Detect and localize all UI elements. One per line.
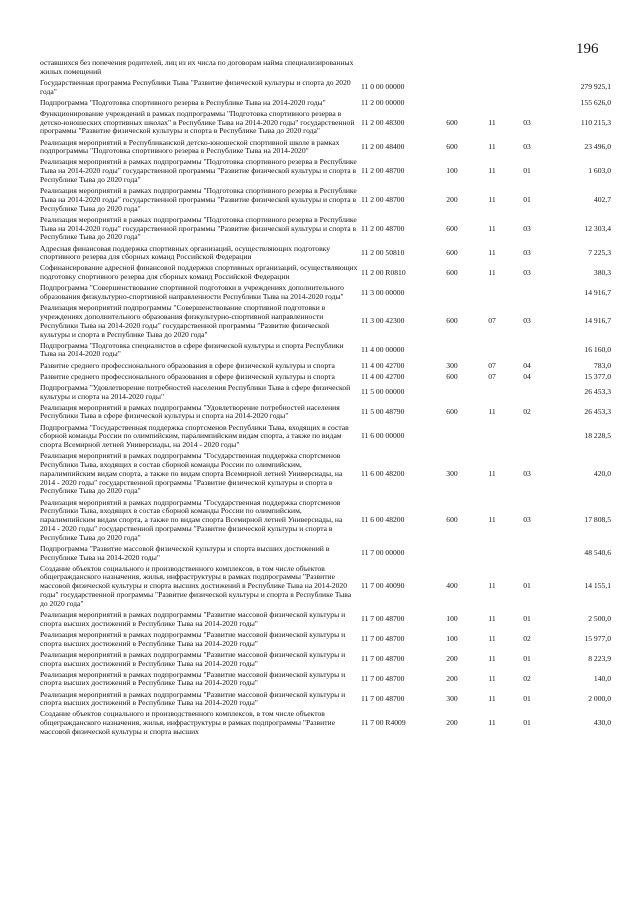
row-section: 11 bbox=[488, 515, 496, 525]
row-code: 11 2 00 48700 bbox=[361, 223, 405, 233]
table-row bbox=[39, 361, 612, 372]
table-row bbox=[39, 650, 612, 670]
row-subsection: 01 bbox=[523, 581, 531, 591]
row-subsection: 01 bbox=[523, 693, 531, 703]
row-code: 11 2 00 00000 bbox=[361, 97, 405, 107]
row-subsection bbox=[510, 341, 544, 361]
row-code: 11 0 00 00000 bbox=[361, 82, 405, 92]
table-row bbox=[39, 109, 612, 138]
row-subsection: 02 bbox=[523, 407, 531, 417]
row-amount: 110 215,3 bbox=[580, 117, 611, 127]
row-description: Подпрограмма "Совершенствование спортивной подготовки в учреждениях дополнительного образования физкультурно-спортивной направленности Республики Тыва на 2014-2020 годы" bbox=[40, 283, 344, 302]
row-amount: 783,0 bbox=[593, 360, 611, 370]
row-description: Реализация мероприятий в рамках подпрограммы "Подготовка спортивного резерва в Республике Тыва на 2014-2020 годы" государственной программы "Развитие физической культуры и спорта в Республике Тыва до 2020 года" bbox=[40, 214, 357, 242]
row-section: 11 bbox=[488, 614, 496, 624]
row-section: 07 bbox=[488, 360, 496, 370]
row-amount: 380,3 bbox=[593, 267, 611, 277]
row-amount: 140,0 bbox=[593, 674, 611, 684]
row-amount: 18 228,5 bbox=[584, 431, 611, 441]
row-section: 11 bbox=[488, 194, 496, 204]
row-section bbox=[474, 58, 510, 78]
row-description: Подпрограмма "Подготовка специалистов в сфере физической культуры и спорта Республики Тыва на 2014-2020 годы" bbox=[40, 340, 344, 359]
table-row bbox=[39, 138, 612, 158]
row-subsection bbox=[510, 98, 544, 109]
row-subsection: 03 bbox=[523, 267, 531, 277]
row-subsection bbox=[510, 58, 544, 78]
row-subsection: 03 bbox=[523, 247, 531, 257]
row-description: Развитие среднего профессионального образования в сфере физической культуры и спорта bbox=[40, 360, 335, 370]
row-amount: 420,0 bbox=[593, 468, 611, 478]
row-section bbox=[474, 341, 510, 361]
row-amount: 14 916,7 bbox=[584, 316, 611, 326]
row-amount: 17 808,5 bbox=[584, 515, 611, 525]
row-code: 11 6 00 48200 bbox=[361, 468, 405, 478]
row-section: 11 bbox=[488, 141, 496, 151]
row-subsection: 03 bbox=[523, 117, 531, 127]
row-description: Реализация мероприятий в Республиканской детско-юношеской спортивной школе в рамках подпрограммы "Подготовка спортивного резерва в Республике Тыва на 2014-2020" bbox=[40, 137, 340, 156]
row-amount: 402,7 bbox=[593, 194, 611, 204]
row-description: Реализация мероприятий в рамках подпрограммы "Государственная поддержка спортсменов Республики Тыва, входящих в состав сборной команды России по олимпийским, паралимпийским видам спорта, а также по видам спорта Всемирной летней Универсиады, на 2014 - 2020 годы" государственной программы "Развитие физической культуры и спорта в Республике Тыва до 2020 года" bbox=[40, 451, 343, 496]
row-section: 11 bbox=[488, 674, 496, 684]
row-subsection: 03 bbox=[523, 223, 531, 233]
row-amount: 23 496,0 bbox=[584, 141, 611, 151]
row-code: 11 2 00 48700 bbox=[361, 166, 405, 176]
row-expense-type bbox=[430, 78, 474, 98]
row-expense-type bbox=[430, 544, 474, 564]
row-expense-type bbox=[430, 283, 474, 303]
row-amount: 7 225,3 bbox=[588, 247, 611, 257]
row-description: Реализация мероприятий в рамках подпрограммы "Удовлетворение потребностей населения Республики Тыва в сфере физической культуры и спорта на 2014-2020 годы" bbox=[40, 402, 340, 421]
table-row bbox=[39, 186, 612, 215]
table-row bbox=[39, 372, 612, 383]
row-expense-type: 600 bbox=[446, 316, 458, 326]
row-amount: 2 500,0 bbox=[588, 614, 611, 624]
row-subsection bbox=[510, 544, 544, 564]
row-code: 11 7 00 48700 bbox=[361, 654, 405, 664]
row-code: 11 4 00 42700 bbox=[361, 371, 405, 381]
row-amount bbox=[544, 58, 612, 78]
row-expense-type: 200 bbox=[446, 674, 458, 684]
row-amount: 48 540,6 bbox=[584, 548, 611, 558]
row-code: 11 3 00 00000 bbox=[361, 287, 405, 297]
row-description: Функционирование учреждений в рамках подпрограммы "Подготовка спортивного резерва в детско-юношеских спортивных школах" в Республике Тыва на 2014-2020 годы" государственной программы "Развитие физической культуры и спорта в Республике Тыва до 2020 года" bbox=[40, 108, 355, 136]
table-row bbox=[39, 58, 612, 78]
row-amount: 26 453,3 bbox=[584, 387, 611, 397]
row-amount: 155 626,0 bbox=[580, 97, 611, 107]
row-subsection: 03 bbox=[523, 316, 531, 326]
row-subsection: 01 bbox=[523, 614, 531, 624]
row-description: Создание объектов социального и производственного комплексов, в том числе объектов общегражданского назначения, жилья, инфраструктуры в рамках подпрограммы "Развитие массовой физической культуры и спорта высших bbox=[40, 709, 335, 736]
row-description: Реализация мероприятий в рамках подпрограммы "Развитие массовой физической культуры и спорта высших достижений в Республике Тыва на 2014-2020 годы" bbox=[40, 629, 346, 648]
row-subsection bbox=[510, 383, 544, 403]
table-row bbox=[39, 244, 612, 264]
table-row bbox=[39, 670, 612, 690]
row-code: 11 2 00 R0810 bbox=[361, 267, 406, 277]
table-row bbox=[39, 610, 612, 630]
row-section bbox=[474, 383, 510, 403]
row-amount: 1 603,0 bbox=[588, 166, 611, 176]
row-code: 11 4 00 00000 bbox=[361, 345, 405, 355]
row-subsection bbox=[510, 78, 544, 98]
row-section: 11 bbox=[488, 247, 496, 257]
row-code: 11 5 00 00000 bbox=[361, 387, 405, 397]
row-subsection: 01 bbox=[523, 718, 531, 728]
row-expense-type: 200 bbox=[446, 718, 458, 728]
page-number: 196 bbox=[576, 41, 599, 57]
row-subsection: 01 bbox=[523, 194, 531, 204]
row-expense-type: 100 bbox=[446, 166, 458, 176]
row-expense-type: 100 bbox=[446, 634, 458, 644]
row-expense-type: 600 bbox=[446, 117, 458, 127]
row-section bbox=[474, 78, 510, 98]
row-expense-type: 600 bbox=[446, 223, 458, 233]
row-description: Реализация мероприятий в рамках подпрограммы "Развитие массовой физической культуры и спорта высших достижений в Республике Тыва на 2014-2020 годы" bbox=[40, 609, 346, 628]
row-description: Реализация мероприятий в рамках подпрограммы "Развитие массовой физической культуры и спорта высших достижений в Республике Тыва на 2014-2020 годы" bbox=[40, 649, 346, 668]
row-description: Адресная финансовая поддержка спортивных организаций, осуществляющих подготовку спортивного резерва для сборных команд Российской Федерации bbox=[40, 243, 331, 262]
row-expense-type: 600 bbox=[446, 267, 458, 277]
row-description: Реализация мероприятий в рамках подпрограммы "Подготовка спортивного резерва в Республике Тыва на 2014-2020 годы" государственной программы "Развитие физической культуры и спорта в Республике Тыва до 2020 года" bbox=[40, 157, 357, 185]
row-expense-type: 600 bbox=[446, 141, 458, 151]
budget-table-body bbox=[39, 58, 612, 738]
row-subsection: 03 bbox=[523, 141, 531, 151]
row-expense-type: 100 bbox=[446, 614, 458, 624]
row-expense-type bbox=[430, 98, 474, 109]
row-subsection: 04 bbox=[523, 371, 531, 381]
row-section: 07 bbox=[488, 316, 496, 326]
table-row bbox=[39, 263, 612, 283]
row-description: Реализация мероприятий в рамках подпрограммы "Подготовка спортивного резерва в Республике Тыва на 2014-2020 годы" государственной программы "Развитие физической культуры и спорта в Республике Тыва до 2020 года" bbox=[40, 186, 357, 213]
row-code: 11 2 00 48700 bbox=[361, 194, 405, 204]
row-subsection: 03 bbox=[523, 515, 531, 525]
row-code: 11 7 00 40090 bbox=[361, 581, 405, 591]
row-description: Создание объектов социального и производственного комплексов, в том числе объектов общегражданского назначения, жилья, инфраструктуры в рамках подпрограммы "Развитие массовой физической культуры и спорта высших достижений в Республике Тыва на 2014-2020 годы" государственной программы "Развитие физической культуры и спорта в Республике Тыва до 2020 года" bbox=[40, 563, 352, 608]
row-description: Подпрограмма "Государственная поддержка спортсменов Республики Тыва, входящих в состав сборной команды России по олимпийским, паралимпийским видам спорта, а также по видам спорта Всемирной летней Универсиады, на 2014 - 2020 годы" bbox=[40, 422, 349, 450]
table-row bbox=[39, 544, 612, 564]
row-description: Реализация мероприятий подпрограммы "Совершенствование спортивной подготовки в учреждениях дополнительного образования физкультурно-спортивной направленности Республики Тыва на 2014-2020 годы" государственной программы "Развитие физической культуры и спорта в Республике Тыва до 2020 года" bbox=[40, 303, 330, 339]
row-amount: 16 160,0 bbox=[584, 345, 611, 355]
row-code bbox=[360, 58, 430, 78]
row-expense-type: 300 bbox=[446, 693, 458, 703]
row-expense-type: 600 bbox=[446, 515, 458, 525]
table-row bbox=[39, 451, 612, 497]
table-row bbox=[39, 283, 612, 303]
row-code: 11 2 00 50810 bbox=[361, 247, 405, 257]
row-description: Реализация мероприятий в рамках подпрограммы "Развитие массовой физической культуры и спорта высших достижений в Республике Тыва на 2014-2020 годы" bbox=[40, 689, 346, 708]
table-row bbox=[39, 709, 612, 738]
row-section bbox=[474, 98, 510, 109]
row-section: 11 bbox=[488, 267, 496, 277]
row-code: 11 7 00 48700 bbox=[361, 693, 405, 703]
row-section: 11 bbox=[488, 166, 496, 176]
row-section: 07 bbox=[488, 371, 496, 381]
row-section bbox=[474, 544, 510, 564]
row-code: 11 7 00 48700 bbox=[361, 674, 405, 684]
row-amount: 14 155,1 bbox=[584, 581, 611, 591]
row-expense-type: 200 bbox=[446, 194, 458, 204]
table-row bbox=[39, 157, 612, 186]
table-row bbox=[39, 98, 612, 109]
row-code: 11 4 00 42700 bbox=[361, 360, 405, 370]
row-section bbox=[474, 423, 510, 452]
row-amount: 2 000,0 bbox=[588, 693, 611, 703]
row-description: Подпрограмма "Удовлетворение потребностей населения Республики Тыва в сфере физической культуры и спорта на 2014-2020 годы" bbox=[40, 382, 351, 401]
row-description: Реализация мероприятий в рамках подпрограммы "Развитие массовой физической культуры и спорта высших достижений в Республике Тыва на 2014-2020 годы" bbox=[40, 669, 346, 688]
row-expense-type: 200 bbox=[446, 654, 458, 664]
row-section: 11 bbox=[488, 693, 496, 703]
row-amount: 8 223,9 bbox=[588, 654, 611, 664]
row-description: Развитие среднего профессионального образования в сфере физической культуры и спорта bbox=[40, 371, 335, 381]
row-section: 11 bbox=[488, 117, 496, 127]
row-amount: 15 377,0 bbox=[584, 371, 611, 381]
row-subsection: 03 bbox=[523, 468, 531, 478]
table-row bbox=[39, 690, 612, 710]
table-row bbox=[39, 215, 612, 244]
row-subsection: 01 bbox=[523, 654, 531, 664]
table-row bbox=[39, 564, 612, 610]
row-expense-type bbox=[430, 58, 474, 78]
row-description: Реализация мероприятий в рамках подпрограммы "Государственная поддержка спортсменов Республики Тыва, входящих в состав сборной команды России по олимпийским, паралимпийским видам спорта, а также по видам спорта Всемирной летней Универсиады, на 2014 - 2020 годы" государственной программы "Развитие физической культуры и спорта в Республике Тыва до 2020 года" bbox=[40, 497, 343, 542]
row-subsection bbox=[510, 283, 544, 303]
row-amount: 26 453,3 bbox=[584, 407, 611, 417]
row-description: Софинансирование адресной финансовой поддержки спортивных организаций, осуществляющих подготовку спортивного резерва для сборных команд Российской Федерации bbox=[40, 263, 358, 282]
row-description: оставшихся без попечения родителей, лиц из их числа по договорам найма специализированных жилых помещений bbox=[40, 58, 354, 76]
row-expense-type: 600 bbox=[446, 407, 458, 417]
row-amount: 14 916,7 bbox=[584, 287, 611, 297]
row-expense-type: 300 bbox=[446, 468, 458, 478]
table-row bbox=[39, 303, 612, 340]
table-row bbox=[39, 383, 612, 403]
row-description: Подпрограмма "Подготовка спортивного резерва в Республике Тыва на 2014-2020 годы" bbox=[40, 97, 326, 107]
row-subsection: 02 bbox=[523, 674, 531, 684]
row-description: Подпрограмма "Развитие массовой физической культуры и спорта высших достижений в Республике Тыва на 2014-2020 годы" bbox=[40, 543, 330, 562]
row-expense-type: 400 bbox=[446, 581, 458, 591]
row-section: 11 bbox=[488, 407, 496, 417]
row-section: 11 bbox=[488, 718, 496, 728]
row-amount: 15 977,0 bbox=[584, 634, 611, 644]
row-code: 11 7 00 48700 bbox=[361, 614, 405, 624]
row-expense-type: 600 bbox=[446, 247, 458, 257]
row-subsection: 01 bbox=[523, 166, 531, 176]
row-code: 11 2 00 48400 bbox=[361, 141, 405, 151]
row-section: 11 bbox=[488, 223, 496, 233]
table-row bbox=[39, 498, 612, 544]
row-code: 11 7 00 48700 bbox=[361, 634, 405, 644]
row-code: 11 7 00 R4009 bbox=[361, 718, 406, 728]
row-expense-type bbox=[430, 341, 474, 361]
row-section: 11 bbox=[488, 581, 496, 591]
row-code: 11 7 00 00000 bbox=[361, 548, 405, 558]
row-expense-type: 300 bbox=[446, 360, 458, 370]
row-expense-type: 600 bbox=[446, 371, 458, 381]
table-row bbox=[39, 423, 612, 452]
row-code: 11 3 00 42300 bbox=[361, 316, 405, 326]
row-amount: 430,0 bbox=[593, 718, 611, 728]
row-amount: 279 925,1 bbox=[580, 82, 611, 92]
table-row bbox=[39, 630, 612, 650]
row-subsection: 02 bbox=[523, 634, 531, 644]
row-expense-type bbox=[430, 383, 474, 403]
row-code: 11 2 00 48300 bbox=[361, 117, 405, 127]
budget-table bbox=[39, 58, 612, 738]
row-section bbox=[474, 283, 510, 303]
row-subsection: 04 bbox=[523, 360, 531, 370]
row-section: 11 bbox=[488, 468, 496, 478]
row-subsection bbox=[510, 423, 544, 452]
row-expense-type bbox=[430, 423, 474, 452]
table-row bbox=[39, 403, 612, 423]
row-code: 11 6 00 48200 bbox=[361, 515, 405, 525]
row-code: 11 5 00 48790 bbox=[361, 407, 405, 417]
table-row bbox=[39, 341, 612, 361]
row-section: 11 bbox=[488, 634, 496, 644]
table-row bbox=[39, 78, 612, 98]
row-section: 11 bbox=[488, 654, 496, 664]
row-code: 11 6 00 00000 bbox=[361, 431, 405, 441]
row-description: Государственная программа Республики Тыва "Развитие физической культуры и спорта до 2020 года" bbox=[40, 77, 351, 96]
row-amount: 12 303,4 bbox=[584, 223, 611, 233]
